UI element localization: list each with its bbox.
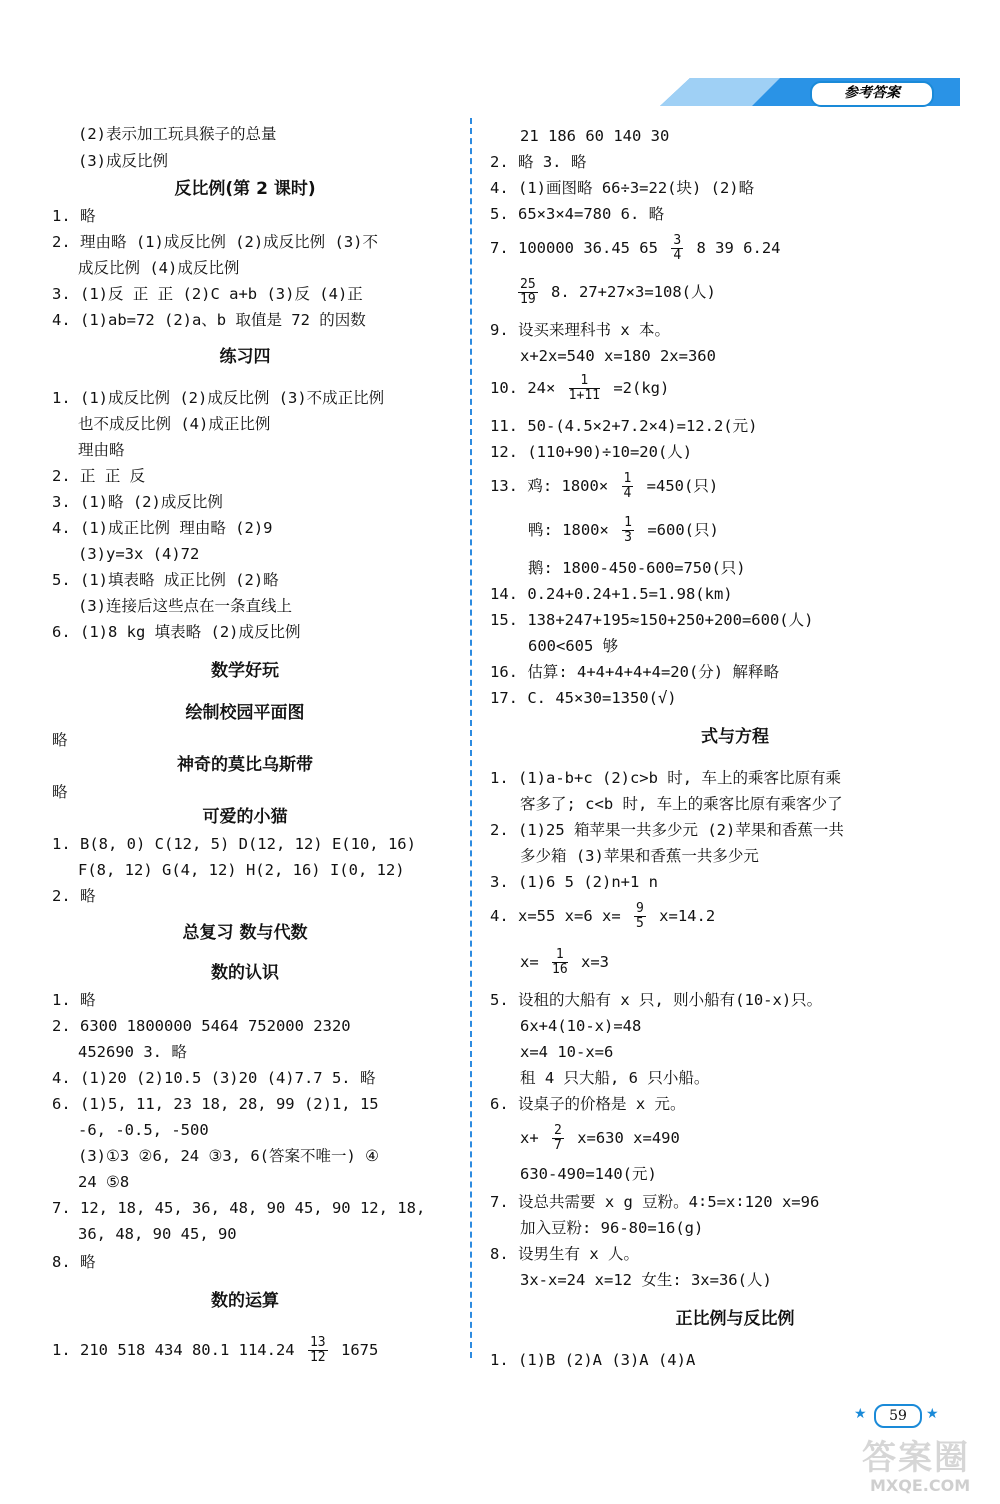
text-line: 4. (1)成正比例 理由略 (2)9 (52, 519, 273, 537)
text-segment: 7. 100000 36.45 65 (490, 239, 658, 257)
text-segment: =600(只) (647, 521, 719, 539)
section-heading: 反比例(第 2 课时) (174, 179, 316, 199)
text-line: 36, 48, 90 45, 90 (78, 1225, 237, 1243)
text-segment: =2(kg) (613, 379, 670, 397)
text-line: 2. (1)25 箱苹果一共多少元 (2)苹果和香蕉一共 (490, 821, 844, 839)
text-line: 2. 略 (52, 887, 96, 905)
fraction-denominator: 12 (309, 1350, 326, 1365)
fraction-denominator: 4 (673, 248, 682, 263)
fraction (569, 374, 600, 403)
fraction (518, 278, 538, 307)
section-heading: 正比例与反比例 (675, 1309, 795, 1329)
text-segment: x=14.2 (659, 907, 716, 925)
text-line: 7. 12, 18, 45, 36, 48, 90 45, 90 12, 18, (52, 1199, 426, 1217)
fraction-numerator: 25 (520, 277, 536, 292)
text-line: 2. 理由略 (1)成反比例 (2)成反比例 (3)不 (52, 233, 378, 251)
fraction-denominator: 16 (552, 962, 568, 977)
fraction (552, 948, 568, 977)
text-line: (3)①3 ②6, 24 ③3, 6(答案不唯一) ④ (78, 1147, 380, 1165)
text-line: 600<605 够 (528, 637, 619, 655)
text-line: 17. C. 45×30=1350(√) (490, 689, 677, 707)
text-line: -6, -0.5, -500 (78, 1121, 209, 1139)
text-line: 略 (52, 731, 68, 749)
text-line: 6. 设桌子的价格是 x 元。 (490, 1095, 686, 1113)
text-line: 加入豆粉: 96-80=16(g) (520, 1219, 704, 1237)
text-line (520, 1124, 680, 1153)
text-line: 租 4 只大船, 6 只小船。 (520, 1069, 710, 1087)
text-line: (3)连接后这些点在一条直线上 (78, 597, 292, 615)
text-line (52, 1336, 378, 1365)
fraction-numerator: 1 (623, 471, 632, 486)
text-line: 多少箱 (3)苹果和香蕉一共多少元 (520, 847, 759, 865)
text-line (520, 948, 609, 977)
fraction-numerator: 2 (554, 1123, 562, 1138)
text-segment: 8. 27+27×3=108(人) (551, 283, 716, 301)
text-segment: 4. x=55 x=6 x= (490, 907, 621, 925)
text-segment: 鸭: 1800× (528, 521, 609, 539)
text-line: 1. B(8, 0) C(12, 5) D(12, 12) E(10, 16) (52, 835, 416, 853)
fraction-numerator: 9 (636, 901, 644, 916)
section-heading: 式与方程 (701, 727, 769, 747)
text-segment: 1675 (340, 1341, 379, 1359)
text-line: 4. (1)20 (2)10.5 (3)20 (4)7.7 5. 略 (52, 1069, 376, 1087)
text-line: 1. (1)a-b+c (2)c>b 时, 车上的乘客比原有乘 (490, 769, 841, 787)
section-heading: 数的认识 (211, 963, 279, 983)
text-line: 11. 50-(4.5×2+7.2×4)=12.2(元) (490, 417, 758, 435)
text-line: 5. (1)填表略 成正比例 (2)略 (52, 571, 279, 589)
text-line: 3. (1)反 正 正 (2)C a+b (3)反 (4)正 (52, 285, 363, 303)
text-line: 12. (110+90)÷10=20(人) (490, 443, 693, 461)
text-line: 1. 略 (52, 991, 96, 1009)
fraction-denominator: 19 (520, 292, 536, 307)
watermark-logo: 答案圈 (862, 1438, 970, 1478)
fraction (622, 516, 634, 545)
header-label: 参考答案 (810, 81, 934, 107)
text-line (514, 278, 716, 307)
text-line: 6x+4(10-x)=48 (520, 1017, 642, 1035)
star-icon: ★ (926, 1406, 939, 1422)
fraction (671, 234, 683, 263)
text-line: 3. (1)6 5 (2)n+1 n (490, 873, 658, 891)
text-line: 9. 设买来理科书 x 本。 (490, 321, 670, 339)
text-line: 5. 65×3×4=780 6. 略 (490, 205, 665, 223)
text-line: 3x-x=24 x=12 女生: 3x=36(人) (520, 1271, 772, 1289)
fraction-numerator: 1 (624, 515, 632, 530)
section-heading: 练习四 (219, 347, 271, 367)
text-line: 理由略 (78, 441, 125, 459)
text-segment: 10. 24× (490, 379, 556, 397)
text-line: 也不成反比例 (4)成正比例 (78, 415, 271, 433)
text-segment: x=3 (581, 953, 610, 971)
section-heading: 总复习 数与代数 (182, 923, 308, 943)
text-segment: x=630 x=490 (577, 1129, 680, 1147)
text-line (528, 516, 719, 545)
text-line: 2. 6300 1800000 5464 752000 2320 (52, 1017, 351, 1035)
fraction (634, 902, 646, 931)
text-line: 2. 正 正 反 (52, 467, 146, 485)
text-segment: 13. 鸡: 1800× (490, 477, 609, 495)
text-line: x=4 10-x=6 (520, 1043, 614, 1061)
watermark-url: MXQE.COM (870, 1476, 971, 1495)
star-icon: ★ (854, 1406, 867, 1422)
text-line (490, 374, 669, 403)
fraction (622, 472, 634, 501)
section-heading: 神奇的莫比乌斯带 (177, 755, 313, 775)
watermark (862, 1430, 992, 1500)
text-line: 1. 略 (52, 207, 96, 225)
fraction-numerator: 1 (552, 948, 568, 963)
text-line: 452690 3. 略 (78, 1043, 187, 1061)
fraction-denominator: 7 (554, 1138, 562, 1153)
text-line: 15. 138+247+195≈150+250+200=600(人) (490, 611, 814, 629)
text-line: 8. 设男生有 x 人。 (490, 1245, 639, 1263)
text-segment: =450(只) (646, 477, 719, 495)
text-line: 2. 略 3. 略 (490, 153, 587, 171)
text-line: 客多了; c<b 时, 车上的乘客比原有乘客少了 (520, 795, 843, 813)
fraction-numerator: 1 (569, 374, 600, 389)
text-line: 5. 设租的大船有 x 只, 则小船有(10-x)只。 (490, 991, 823, 1009)
text-line: (3)y=3x (4)72 (78, 545, 200, 563)
text-line: 1. (1)成反比例 (2)成反比例 (3)不成正比例 (52, 389, 385, 407)
fraction-denominator: 5 (636, 916, 644, 931)
text-line (490, 472, 718, 501)
text-line: 1. (1)B (2)A (3)A (4)A (490, 1351, 696, 1369)
text-segment: x+ (520, 1129, 539, 1147)
text-line: F(8, 12) G(4, 12) H(2, 16) I(0, 12) (78, 861, 405, 879)
text-line: 7. 设总共需要 x g 豆粉。4∶5=x∶120 x=96 (490, 1193, 820, 1211)
fraction (308, 1336, 328, 1365)
text-line: 21 186 60 140 30 (520, 127, 670, 145)
section-heading: 绘制校园平面图 (185, 703, 305, 723)
text-line: 成反比例 (4)成反比例 (78, 259, 240, 277)
fraction-denominator: 3 (624, 530, 632, 545)
text-line: 14. 0.24+0.24+1.5=1.98(km) (490, 585, 733, 603)
header-banner (660, 78, 960, 108)
section-heading: 数学好玩 (211, 661, 279, 681)
text-segment: 1. 210 518 434 80.1 114.24 (52, 1341, 295, 1359)
text-line (490, 902, 715, 931)
fraction-numerator: 3 (673, 233, 682, 248)
page-number: 59 (874, 1404, 922, 1428)
text-line: 鹅: 1800-450-600=750(只) (528, 559, 746, 577)
text-segment: 8 39 6.24 (696, 239, 781, 257)
text-line: x+2x=540 x=180 2x=360 (520, 347, 716, 365)
text-segment: x= (520, 953, 539, 971)
text-line: 4. (1)画图略 66÷3=22(块) (2)略 (490, 179, 755, 197)
section-heading: 数的运算 (211, 1291, 279, 1311)
text-line: 24 ⑤8 (78, 1173, 130, 1191)
text-line: 8. 略 (52, 1253, 96, 1271)
fraction-denominator: 1+11 (568, 388, 600, 403)
text-line: 3. (1)略 (2)成反比例 (52, 493, 223, 511)
fraction-numerator: 13 (309, 1335, 326, 1350)
fraction (552, 1124, 564, 1153)
text-line: (2)表示加工玩具猴子的总量 (78, 125, 277, 143)
text-line: (3)成反比例 (78, 152, 168, 170)
section-heading: 可爱的小猫 (202, 807, 288, 827)
text-line: 略 (52, 783, 68, 801)
text-line: 6. (1)5, 11, 23 18, 28, 99 (2)1, 15 (52, 1095, 379, 1113)
text-line: 6. (1)8 kg 填表略 (2)成反比例 (52, 623, 301, 641)
text-line: 16. 估算: 4+4+4+4+4=20(分) 解释略 (490, 663, 779, 681)
text-line: 630-490=140(元) (520, 1165, 657, 1183)
page-number-badge (852, 1404, 942, 1426)
text-line (490, 234, 781, 263)
text-line: 4. (1)ab=72 (2)a、b 取值是 72 的因数 (52, 311, 366, 329)
fraction-denominator: 4 (623, 486, 632, 501)
column-divider (470, 118, 472, 1358)
